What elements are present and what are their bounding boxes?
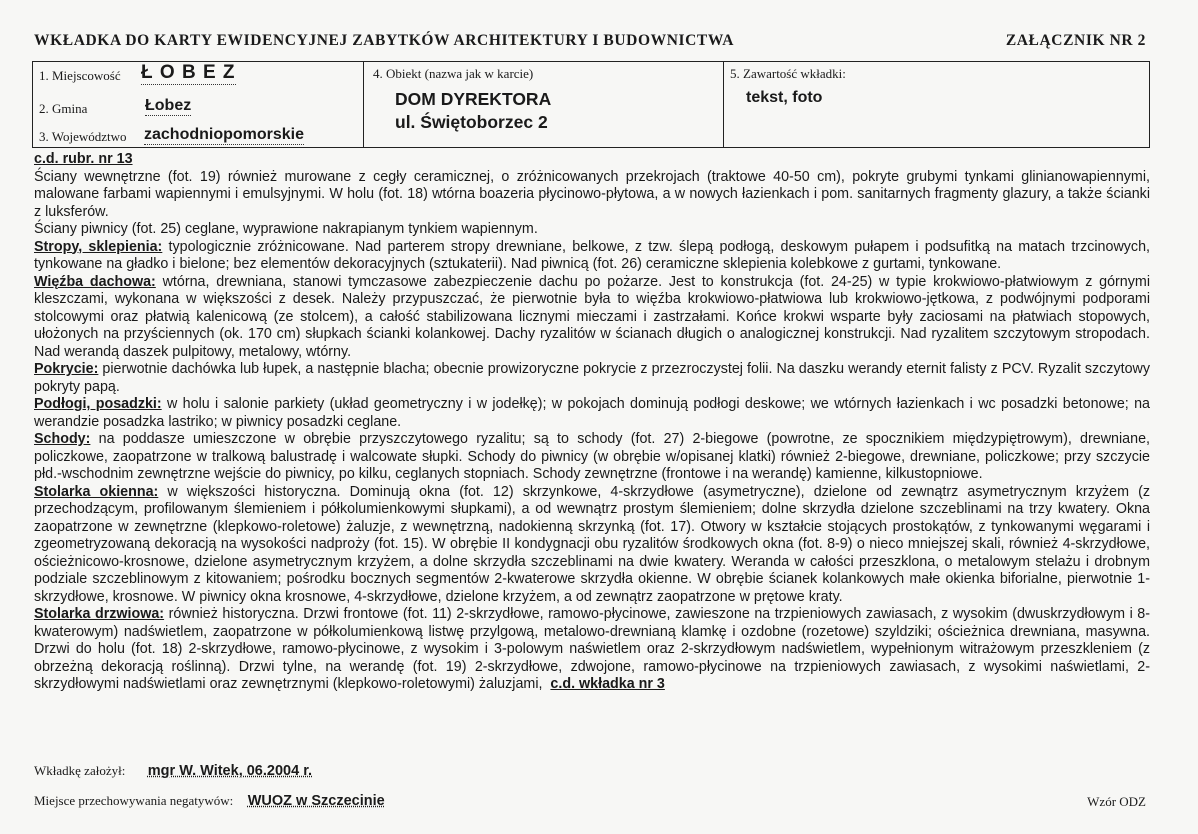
section-windows-heading: Stolarka okienna: [34, 483, 159, 500]
continuation-note: c.d. wkładka nr 3 [550, 676, 665, 692]
content-column [724, 62, 1149, 147]
section-ceilings-heading: Stropy, sklepienia: [34, 238, 163, 255]
author-value: mgr W. Witek, 06.2004 r. [147, 763, 313, 779]
section-stairs-heading: Schody: [34, 431, 91, 447]
storage-label: Miejsce przechowywania negatywów: [34, 793, 234, 808]
object-label: 4. Obiekt (nazwa jak w karcie) [373, 66, 534, 81]
commune-value: Łobez [145, 97, 192, 114]
section-floors-heading: Podłogi, posadzki: [34, 396, 162, 412]
voivodeship-label: 3. Województwo [39, 129, 127, 144]
object-address: ul. Świętoborzec 2 [395, 112, 548, 132]
author-label: Wkładkę założył: [34, 763, 126, 778]
author-line [34, 762, 1146, 784]
continuation-heading: c.d. rubr. nr 13 [34, 151, 133, 167]
object-column [363, 62, 724, 147]
section-ceilings: Stropy, sklepienia: typologicznie zróżnicowane. Nad parterem stropy drewniane, belkowe, z tzw. ślepą podłogą, deskowym pułapem i podsufitką na matach trzcinowych, tynkowane na gładko i bielone; bez elementów dekoracyjnych (sztukaterii). Nad piwnicą (fot. 26) ceramiczne sklepienia kolebkowe z gurtami, tynkowane. [34, 238, 1150, 272]
annex-number: ZAŁĄCZNIK NR 2 [1005, 32, 1146, 49]
content-value: tekst, foto [746, 89, 823, 106]
commune-label: 2. Gmina [39, 101, 88, 116]
location-column [33, 62, 364, 147]
section-roofing-heading: Pokrycie: [34, 361, 99, 377]
content-label: 5. Zawartość wkładki: [730, 66, 846, 81]
storage-value: WUOZ w Szczecinie [247, 793, 385, 809]
document-header [34, 30, 1146, 54]
document-title: WKŁADKA DO KARTY EWIDENCYJNEJ ZABYTKÓW ARCHITEKTURY I BUDOWNICTWA [34, 32, 735, 49]
form-pattern: Wzór ODZ [1087, 794, 1146, 809]
section-roof-truss-heading: Więźba dachowa: [34, 273, 156, 290]
section-doors-heading: Stolarka drzwiowa: [34, 606, 165, 622]
section-roof-truss: Więźba dachowa: wtórna, drewniana, stanowi tymczasowe zabezpieczenie dachu po pożarze. Jest to konstrukcja (fot. 24-25) w typie krokwiowo-płatwiowym z górnymi kleszczami, wykonana w większości z desek. Należy przypuszczać, że pierwotnie była to więźba krokwiowo-płatwiowa lub krokwiowo-jętkowa, z podwójnymi podporami stolcowymi oraz płatwią kalenicową (ze stolcem), a całość stabilizowana licznymi mieczami i zastrzałami. Końce krokwi wsparte były zaciosami na płatwiach stopowych, ułożonych na przyściennych (ok. 170 cm) słupkach ścianki kolankowej. Dachy ryzalitów w ścianach długich o analogicznej konstrukcji. Nad ryzalitem szczytowym stropodach. Nad werandą daszek pulpitowy, metalowy, wtórny. [34, 273, 1150, 360]
locality-value: Ł O B E Z [141, 62, 236, 83]
description-body [32, 147, 1150, 764]
voivodeship-value: zachodniopomorskie [144, 126, 305, 143]
paragraph-interior-walls: Ściany wewnętrzne (fot. 19) również murowane z cegły ceramicznej, o zróżnicowanych przekrojach (traktowe 40-50 cm), pokryte grubymi tynkami glinianowapiennymi, malowane farbami wapiennymi i emulsyjnymi. W holu (fot. 18) wtórna boazeria płycinowo-płytowa, a w nowych łazienkach i pom. sanitarnych fragmenty glazury, a także ścianki z luksferów. [34, 168, 1150, 220]
section-doors: Stolarka drzwiowa: również historyczna. Drzwi frontowe (fot. 11) 2-skrzydłowe, ramowo-płycinowe, zawieszone na trzpieniowych zawiasach, z wysokim (dwuskrzydłowym i 8-kwaterowym) nadświetlem, zaopatrzone w półkolumienkową listwę przylgową, metalowo-drewnianą klamkę i ozdobne (rozetowe) szyldziki; ościeżnica drewniana, masywna. Drzwi do holu (fot. 18) 2-skrzydłowe, ramowo-płycinowe, z wysokim i 3-polowym naświetlem oraz 2-skrzydłowym nadświetlem, wypełnionym witrażowym przeszkleniem (z obrzeżną dekoracją roślinną). Drzwi tylne, na werandę (fot. 19) 2-skrzydłowe, zdwojone, ramowo-płycinowe na trzpieniowych zawiasach, z wysokimi naświetlami, 2-skrzydłowymi nadświetlami oraz zewnętrznymi (klepkowo-roletowymi) żaluzjami, c.d. wkładka nr 3 [34, 606, 1151, 692]
locality-label: 1. Miejscowość [39, 68, 121, 83]
section-roofing: Pokrycie: pierwotnie dachówka lub łupek, a następnie blacha; obecnie prowizoryczne pokrycie z przezroczystej folii. Na daszku werandy eternit falisty z PCV. Ryzalit szczytowy pokryty papą. [34, 361, 1150, 395]
identification-box [32, 61, 1150, 147]
storage-line [34, 792, 1146, 814]
object-name: DOM DYREKTORA [395, 89, 552, 109]
section-windows: Stolarka okienna: w większości historyczna. Dominują okna (fot. 12) skrzynkowe, 4-skrzydłowe (asymetryczne), dzielone od zewnątrz asymetrycznym krzyżem (z przechodzącym, profilowanym ślemieniem i półkolumienkowymi słupkami), a od wewnątrz prostym ślemieniem; dolne skrzydła dzielone szczeblinami na trzy kwatery. Okna zaopatrzone w zewnętrzne (klepkowo-roletowe) żaluzje, z wewnętrzną, nadokienną skrzynką (fot. 17). Otwory w kształcie stojących prostokątów, z tynkowanymi węgarami i zgeometryzowaną dekoracją na wysokości nadproży (fot. 15). W obrębie II kondygnacji obu ryzalitów środkowych okna (fot. 8-9) o nieco mniejszej skali, również 4-skrzydłowe, ościeżnicowo-krosnowe, dzielone asymetrycznym krzyżem, a dolne skrzydła szczeblinami na dwie kwatery. Weranda w całości przeszklona, o metalowym stelażu i drobnym podziale szczeblinowym z kitowaniem; pośrodku bocznych segmentów 2-kwaterowe skrzydła okienne. W obrębie ścianek kolankowych małe okienka biforialne, pierwotnie 1-skrzydłowe, krosnowe. W piwnicy okna krosnowe, 4-skrzydłowe, dzielone krzyżem, a od zewnątrz zaopatrzone w prętowe kraty. [34, 483, 1150, 605]
section-floors: Podłogi, posadzki: w holu i salonie parkiety (układ geometryczny i w jodełkę); w pokojach dominują podłogi deskowe; we wtórnych łazienkach i wc posadzki betonowe; na werandzie posadzka lastriko; w piwnicy posadzki ceglane. [34, 396, 1150, 430]
section-stairs: Schody: na poddasze umieszczone w obrębie przyszczytowego ryzalitu; są to schody (fot. 27) 2-biegowe (powrotne, ze spocznikiem międzypiętrowym), drewniane, policzkowe, zaopatrzone w tralkową balustradę i walcowate słupki. Schody do piwnicy (w obrębie w/opisanej klatki) również 2-biegowe, drewniane, policzkowe; przy szczycie płd.-wschodnim zewnętrzne wejście do piwnicy, po kilku, ceglanych stopniach. Schody zewnętrzne (frontowe i na werandę) kamienne, kilkustopniowe. [34, 431, 1150, 482]
paragraph-basement-walls: Ściany piwnicy (fot. 25) ceglane, wyprawione nakrapianym tynkiem wapiennym. [34, 221, 538, 237]
